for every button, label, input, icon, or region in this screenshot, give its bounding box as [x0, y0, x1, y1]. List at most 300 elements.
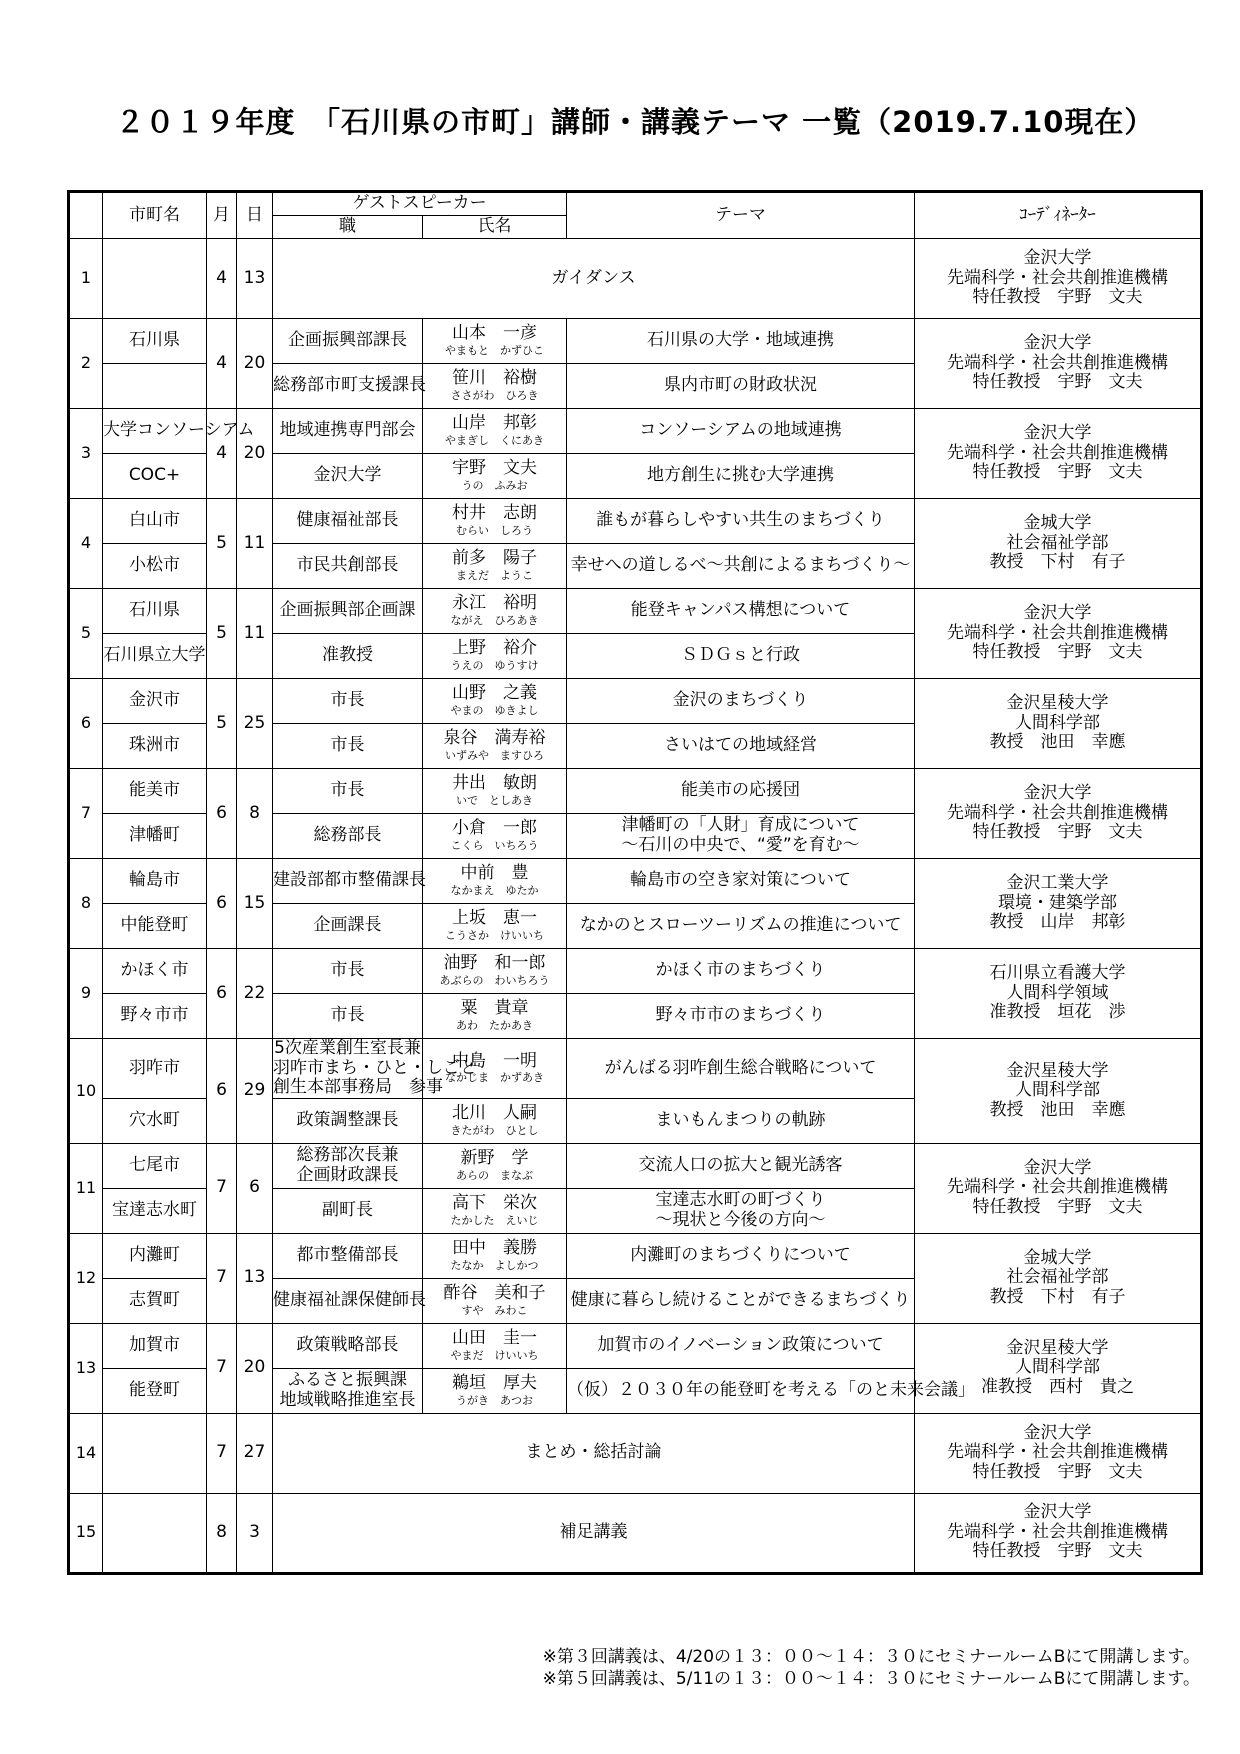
theme-cell — [567, 1278, 915, 1323]
coordinator-line: 社会福祉学部 — [1006, 1267, 1109, 1288]
speaker-name-kana: あぶらの わいちろう — [439, 973, 550, 987]
speaker-name-cell — [423, 949, 567, 994]
coordinator-line: 人間科学部 — [1015, 712, 1101, 733]
coordinator-line: 金沢工業大学 — [1006, 873, 1109, 894]
day-cell: 8 — [237, 769, 273, 859]
header-theme: テーマ — [567, 192, 915, 239]
month-cell: 7 — [207, 1233, 237, 1323]
position-line: 准教授 — [322, 645, 373, 666]
day-cell: 27 — [237, 1413, 273, 1493]
speaker-name: 高下 栄次 — [452, 1193, 537, 1214]
coordinator-line: 金沢大学 — [1023, 603, 1092, 624]
speaker-name-kana: ながえ ひろあき — [450, 613, 539, 627]
theme-cell — [567, 1143, 915, 1188]
day-cell: 6 — [237, 1143, 273, 1233]
speaker-name-cell — [423, 724, 567, 769]
theme-cell — [567, 994, 915, 1039]
theme-cell — [567, 364, 915, 409]
speaker-name-kana: うえの ゆうすけ — [450, 658, 539, 672]
speaker-name: 中前 豊 — [460, 863, 529, 884]
coordinator-line: 金沢大学 — [1023, 1422, 1092, 1443]
schedule-table — [67, 190, 1203, 1575]
position-line: ふるさと振興課 — [288, 1370, 407, 1391]
lecture-row — [69, 1493, 1202, 1573]
speaker-name-cell — [423, 859, 567, 904]
city-cell: 野々市市 — [103, 994, 207, 1039]
speaker-name-cell — [423, 589, 567, 634]
theme-line: 野々市市のまちづくり — [655, 1005, 826, 1026]
coordinator-line: 先端科学・社会共創推進機構 — [947, 1521, 1169, 1542]
theme-line: （仮）２０３０年の能登町を考える「のと未来会議」 — [567, 1379, 976, 1400]
coordinator-line: 先端科学・社会共創推進機構 — [947, 802, 1169, 823]
speaker-name: 泉谷 満寿裕 — [443, 728, 546, 749]
coordinator-line: 教授 山岸 邦彰 — [989, 912, 1126, 933]
coordinator-cell — [915, 679, 1202, 769]
theme-cell — [567, 859, 915, 904]
header-position: 職 — [273, 216, 423, 239]
coordinator-line: 金城大学 — [1023, 513, 1092, 534]
coordinator-line: 教授 下村 有子 — [989, 1286, 1126, 1307]
coordinator-line: 金城大学 — [1023, 1247, 1092, 1268]
speaker-name: 新野 学 — [460, 1148, 529, 1169]
city-cell: 輪島市 — [103, 859, 207, 904]
coordinator-line: 特任教授 宇野 文夫 — [972, 462, 1143, 483]
header-day: 日 — [237, 192, 273, 239]
speaker-name: 山田 圭一 — [452, 1328, 537, 1349]
coordinator-cell — [915, 1493, 1202, 1573]
coordinator-line: 金沢大学 — [1023, 783, 1092, 804]
position-cell — [273, 1098, 423, 1143]
month-cell: 4 — [207, 409, 237, 499]
coordinator-line: 金沢星稜大学 — [1006, 693, 1109, 714]
lecture-number: 15 — [69, 1493, 103, 1573]
position-cell — [273, 589, 423, 634]
position-line: 企画振興部課長 — [288, 330, 407, 351]
coordinator-cell — [915, 239, 1202, 319]
theme-line: 健康に暮らし続けることができるまちづくり — [570, 1289, 911, 1310]
theme-cell — [567, 769, 915, 814]
theme-line: 輪島市の空き家対策について — [630, 870, 851, 891]
theme-line: さいはての地域経営 — [664, 735, 818, 756]
theme-cell — [567, 724, 915, 769]
day-cell: 29 — [237, 1039, 273, 1144]
coordinator-line: 教授 下村 有子 — [989, 552, 1126, 573]
coordinator-cell — [915, 949, 1202, 1039]
speaker-name-cell — [423, 1188, 567, 1233]
coordinator-line: 環境・建築学部 — [998, 892, 1118, 913]
coordinator-line: 先端科学・社会共創推進機構 — [947, 352, 1169, 373]
speaker-name-kana: やまの ゆきよし — [450, 703, 539, 717]
speaker-row — [69, 1323, 1202, 1368]
coordinator-line: 社会福祉学部 — [1006, 532, 1109, 553]
speaker-row — [69, 1143, 1202, 1188]
position-cell — [273, 1323, 423, 1368]
city-cell: 石川県 — [103, 319, 207, 364]
lecture-number: 11 — [69, 1143, 103, 1233]
coordinator-line: 人間科学領域 — [1006, 982, 1109, 1003]
merged-topic: まとめ・総括討論 — [273, 1413, 915, 1493]
position-cell — [273, 679, 423, 724]
city-cell: 七尾市 — [103, 1143, 207, 1188]
speaker-name-cell — [423, 994, 567, 1039]
theme-cell — [567, 1323, 915, 1368]
city-cell: 金沢市 — [103, 679, 207, 724]
day-cell: 22 — [237, 949, 273, 1039]
month-cell: 7 — [207, 1413, 237, 1493]
header-no — [69, 192, 103, 239]
city-cell: 白山市 — [103, 499, 207, 544]
coordinator-line: 特任教授 宇野 文夫 — [972, 1461, 1143, 1482]
theme-cell — [567, 454, 915, 499]
city-cell: 津幡町 — [103, 814, 207, 859]
speaker-name: 小倉 一郎 — [452, 818, 537, 839]
theme-cell — [567, 499, 915, 544]
merged-topic: ガイダンス — [273, 239, 915, 319]
position-line: 創生本部事務局 参事 — [273, 1077, 443, 1098]
speaker-row — [69, 319, 1202, 364]
position-cell — [273, 454, 423, 499]
city-cell: 加賀市 — [103, 1323, 207, 1368]
coordinator-line: 先端科学・社会共創推進機構 — [947, 622, 1169, 643]
day-cell: 11 — [237, 589, 273, 679]
theme-cell — [567, 1188, 915, 1233]
lecture-number: 1 — [69, 239, 103, 319]
coordinator-cell — [915, 1039, 1202, 1144]
speaker-name-kana: なかじま かずあき — [445, 1071, 544, 1085]
month-cell: 8 — [207, 1493, 237, 1573]
coordinator-cell — [915, 859, 1202, 949]
day-cell: 13 — [237, 239, 273, 319]
month-cell: 4 — [207, 239, 237, 319]
header-coordinator: ｺｰﾃﾞｨﾈｰﾀｰ — [915, 192, 1202, 239]
speaker-row — [69, 589, 1202, 634]
theme-line: 宝達志水町の町づくり — [655, 1190, 826, 1211]
theme-line: ～現状と今後の方向～ — [655, 1209, 826, 1230]
lecture-number: 13 — [69, 1323, 103, 1413]
coordinator-line: 特任教授 宇野 文夫 — [972, 822, 1143, 843]
coordinator-cell — [915, 1143, 1202, 1233]
speaker-row — [69, 949, 1202, 994]
speaker-name-cell — [423, 1143, 567, 1188]
month-cell: 5 — [207, 499, 237, 589]
position-line: 健康福祉課保健師長 — [273, 1289, 426, 1310]
theme-line: 津幡町の「人財」育成について — [621, 815, 860, 836]
speaker-name-kana: いで としあき — [456, 793, 533, 807]
position-cell — [273, 814, 423, 859]
coordinator-line: 金沢星稜大学 — [1006, 1060, 1109, 1081]
theme-cell — [567, 634, 915, 679]
coordinator-line: 先端科学・社会共創推進機構 — [947, 1177, 1169, 1198]
city-cell: 珠洲市 — [103, 724, 207, 769]
month-cell: 5 — [207, 679, 237, 769]
footnote: ※第３回講義は、4/20の１３：００～１４：３０にセミナールームBにて開講します。 — [542, 1647, 1200, 1667]
day-cell: 15 — [237, 859, 273, 949]
theme-cell — [567, 1098, 915, 1143]
coordinator-line: 特任教授 宇野 文夫 — [972, 372, 1143, 393]
position-line: 市長 — [330, 780, 365, 801]
position-line: 地域戦略推進室長 — [279, 1389, 416, 1410]
city-cell: 小松市 — [103, 544, 207, 589]
speaker-name-kana: やまだ けいいち — [450, 1348, 539, 1362]
position-cell — [273, 1188, 423, 1233]
city-cell: 羽咋市 — [103, 1039, 207, 1099]
month-cell: 6 — [207, 1039, 237, 1144]
position-cell — [273, 1233, 423, 1278]
speaker-name-cell — [423, 1233, 567, 1278]
speaker-name-kana: あわ たかあき — [456, 1018, 533, 1032]
position-line: 政策戦略部長 — [296, 1334, 399, 1355]
city-cell: 能登町 — [103, 1368, 207, 1413]
position-cell — [273, 409, 423, 454]
speaker-row — [69, 1039, 1202, 1099]
day-cell: 20 — [237, 1323, 273, 1413]
speaker-row — [69, 1233, 1202, 1278]
position-line: 総務部市町支援課長 — [273, 375, 426, 396]
coordinator-line: 金沢大学 — [1023, 1157, 1092, 1178]
speaker-name: 笹川 裕樹 — [452, 368, 537, 389]
theme-line: がんばる羽咋創生総合戦略について — [604, 1057, 877, 1078]
speaker-row — [69, 769, 1202, 814]
speaker-name: 前多 陽子 — [452, 548, 537, 569]
day-cell: 13 — [237, 1233, 273, 1323]
speaker-name-kana: まえだ ようこ — [456, 568, 533, 582]
speaker-name: 山野 之義 — [452, 683, 537, 704]
speaker-name-kana: いずみや ますひろ — [445, 748, 544, 762]
speaker-name-kana: こくら いちろう — [450, 838, 539, 852]
theme-cell — [567, 904, 915, 949]
position-line: 市長 — [330, 960, 365, 981]
speaker-name-cell — [423, 634, 567, 679]
position-line: 都市整備部長 — [296, 1244, 399, 1265]
lecture-number: 10 — [69, 1039, 103, 1144]
theme-line: 内灘町のまちづくりについて — [630, 1244, 851, 1265]
city-cell — [103, 364, 207, 409]
speaker-name: 村井 志朗 — [452, 503, 537, 524]
speaker-name: 油野 和一郎 — [443, 953, 546, 974]
coordinator-line: 先端科学・社会共創推進機構 — [947, 442, 1169, 463]
header-row — [69, 192, 1202, 216]
coordinator-line: 金沢大学 — [1023, 333, 1092, 354]
position-line: 市長 — [330, 1005, 365, 1026]
lecture-number: 3 — [69, 409, 103, 499]
theme-line: ～石川の中央で、“愛”を育む～ — [621, 835, 860, 855]
city-cell: 志賀町 — [103, 1278, 207, 1323]
position-cell — [273, 544, 423, 589]
theme-cell — [567, 589, 915, 634]
city-cell: 大学コンソーシアム — [103, 409, 207, 454]
position-line: 市長 — [330, 735, 365, 756]
speaker-name-cell — [423, 364, 567, 409]
speaker-name-kana: やまぎし くにあき — [445, 433, 544, 447]
theme-line: 県内市町の財政状況 — [664, 375, 818, 396]
speaker-name-cell — [423, 544, 567, 589]
theme-line: かほく市のまちづくり — [655, 960, 826, 981]
coordinator-line: 金沢大学 — [1023, 1502, 1092, 1523]
position-line: 5次産業創生室長兼 — [274, 1038, 421, 1058]
schedule-body — [69, 192, 1202, 1574]
day-cell: 20 — [237, 319, 273, 409]
coordinator-line: 先端科学・社会共創推進機構 — [947, 1442, 1169, 1463]
position-line: 建設部都市整備課長 — [273, 870, 426, 891]
day-cell: 3 — [237, 1493, 273, 1573]
theme-cell — [567, 679, 915, 724]
merged-topic: 補足講義 — [273, 1493, 915, 1573]
position-line: 副町長 — [322, 1199, 373, 1220]
coordinator-line: 先端科学・社会共創推進機構 — [947, 267, 1169, 288]
theme-line: 誰もが暮らしやすい共生のまちづくり — [596, 510, 885, 531]
position-line: 市長 — [330, 690, 365, 711]
coordinator-cell — [915, 319, 1202, 409]
position-line: 政策調整課長 — [296, 1109, 399, 1130]
lecture-number: 4 — [69, 499, 103, 589]
speaker-name: 鵜垣 厚夫 — [452, 1373, 537, 1394]
speaker-name: 山本 一彦 — [452, 323, 537, 344]
position-line: 羽咋市まち・ひと・しごと — [273, 1057, 477, 1078]
speaker-name-kana: あらの まなぶ — [456, 1168, 533, 1182]
position-line: 総務部長 — [313, 825, 382, 846]
position-line: 総務部次長兼 — [296, 1145, 399, 1166]
speaker-name-kana: むらい しろう — [456, 523, 533, 537]
coordinator-line: 人間科学部 — [1015, 1357, 1101, 1378]
position-cell — [273, 319, 423, 364]
theme-cell — [567, 1368, 976, 1413]
position-cell — [273, 994, 423, 1039]
theme-line: なかのとスローツーリズムの推進について — [579, 915, 902, 936]
lecture-number: 5 — [69, 589, 103, 679]
speaker-name-cell — [423, 409, 567, 454]
position-line: 企画財政課長 — [296, 1164, 399, 1185]
theme-line: コンソーシアムの地域連携 — [639, 420, 842, 441]
header-name: 氏名 — [423, 216, 567, 239]
position-cell — [273, 904, 423, 949]
city-cell: 能美市 — [103, 769, 207, 814]
position-line: 市民共創部長 — [296, 555, 399, 576]
month-cell: 4 — [207, 319, 237, 409]
lecture-number: 14 — [69, 1413, 103, 1493]
position-cell — [273, 1038, 477, 1099]
coordinator-line: 金沢大学 — [1023, 423, 1092, 444]
coordinator-line: 人間科学部 — [1015, 1080, 1101, 1101]
position-cell — [273, 499, 423, 544]
city-cell — [103, 239, 207, 319]
footnotes — [440, 1646, 1200, 1690]
position-cell — [273, 724, 423, 769]
lecture-number: 8 — [69, 859, 103, 949]
coordinator-line: 准教授 西村 貴之 — [981, 1376, 1135, 1397]
speaker-name-cell — [423, 814, 567, 859]
header-month: 月 — [207, 192, 237, 239]
city-cell: 穴水町 — [103, 1098, 207, 1143]
speaker-name: 井出 敏朗 — [452, 773, 537, 794]
speaker-name: 宇野 文夫 — [452, 458, 537, 479]
day-cell: 11 — [237, 499, 273, 589]
position-cell — [273, 949, 423, 994]
coordinator-line: 准教授 垣花 渉 — [989, 1002, 1126, 1023]
coordinator-line: 特任教授 宇野 文夫 — [972, 642, 1143, 663]
city-cell: 宝達志水町 — [103, 1188, 207, 1233]
theme-cell — [567, 544, 915, 589]
theme-line: 加賀市のイノベーション政策について — [597, 1334, 884, 1355]
speaker-name-kana: ささがわ ひろき — [450, 388, 539, 402]
theme-line: 能美市の応援団 — [681, 780, 801, 801]
speaker-name-cell — [423, 1098, 567, 1143]
speaker-name-kana: うの ふみお — [461, 478, 528, 492]
month-cell: 5 — [207, 589, 237, 679]
coordinator-cell — [915, 1413, 1202, 1493]
lecture-number: 9 — [69, 949, 103, 1039]
speaker-row — [69, 499, 1202, 544]
coordinator-cell — [915, 499, 1202, 589]
position-cell — [273, 1143, 423, 1188]
speaker-name-cell — [423, 679, 567, 724]
speaker-name-kana: こうさか けいいち — [445, 928, 544, 942]
coordinator-line: 教授 池田 幸應 — [989, 1099, 1126, 1120]
city-cell: 中能登町 — [103, 904, 207, 949]
position-cell — [273, 769, 423, 814]
lecture-number: 2 — [69, 319, 103, 409]
coordinator-cell — [915, 769, 1202, 859]
speaker-name: 中島 一明 — [452, 1050, 537, 1071]
position-cell — [273, 1368, 423, 1413]
speaker-name-cell — [423, 1278, 567, 1323]
position-cell — [273, 364, 426, 409]
city-cell: 内灘町 — [103, 1233, 207, 1278]
theme-line: まいもんまつりの軌跡 — [655, 1109, 826, 1130]
month-cell: 6 — [207, 859, 237, 949]
theme-line: 石川県の大学・地域連携 — [647, 330, 835, 351]
speaker-name-cell — [423, 1323, 567, 1368]
lecture-row — [69, 239, 1202, 319]
theme-line: 能登キャンパス構想について — [630, 600, 851, 621]
speaker-name-kana: たかした えいじ — [450, 1213, 539, 1227]
speaker-name-kana: うがき あつお — [456, 1393, 533, 1407]
coordinator-cell — [915, 409, 1202, 499]
city-cell — [103, 1413, 207, 1493]
speaker-name-cell — [423, 319, 567, 364]
position-line: 地域連携専門部会 — [279, 420, 416, 441]
header-city: 市町名 — [103, 192, 207, 239]
speaker-name-cell — [423, 904, 567, 949]
theme-line: 幸せへの道しるべ～共創によるまちづくり～ — [570, 555, 911, 576]
coordinator-line: 教授 池田 幸應 — [989, 732, 1126, 753]
city-cell: かほく市 — [103, 949, 207, 994]
speaker-name: 上野 裕介 — [452, 638, 537, 659]
city-cell: 石川県立大学 — [103, 634, 207, 679]
theme-cell — [567, 1233, 915, 1278]
position-line: 企画振興部企画課 — [279, 600, 416, 621]
header-guest-speaker: ゲストスピーカー — [273, 192, 567, 216]
speaker-name-kana: きたがわ ひとし — [450, 1123, 539, 1137]
speaker-name-kana: なかまえ ゆたか — [450, 883, 539, 897]
speaker-name-cell — [423, 499, 567, 544]
day-cell: 20 — [237, 409, 273, 499]
coordinator-line: 石川県立看護大学 — [989, 963, 1126, 984]
month-cell: 6 — [207, 949, 237, 1039]
position-cell — [273, 1278, 426, 1323]
theme-cell — [567, 409, 915, 454]
coordinator-cell — [915, 1233, 1202, 1323]
speaker-name-kana: たなか よしかつ — [450, 1258, 539, 1272]
theme-line: ＳＤＧｓと行政 — [681, 645, 801, 666]
speaker-name-kana: やまもと かずひこ — [445, 343, 544, 357]
coordinator-line: 金沢星稜大学 — [1006, 1337, 1109, 1358]
lecture-number: 6 — [69, 679, 103, 769]
theme-cell — [567, 319, 915, 364]
coordinator-line: 特任教授 宇野 文夫 — [972, 1196, 1143, 1217]
theme-line: 交流人口の拡大と観光誘客 — [638, 1154, 843, 1175]
page-title: ２０１９年度 「石川県の市町」講師・講義テーマ 一覧（2019.7.10現在） — [115, 105, 1155, 139]
speaker-name: 永江 裕明 — [452, 593, 537, 614]
